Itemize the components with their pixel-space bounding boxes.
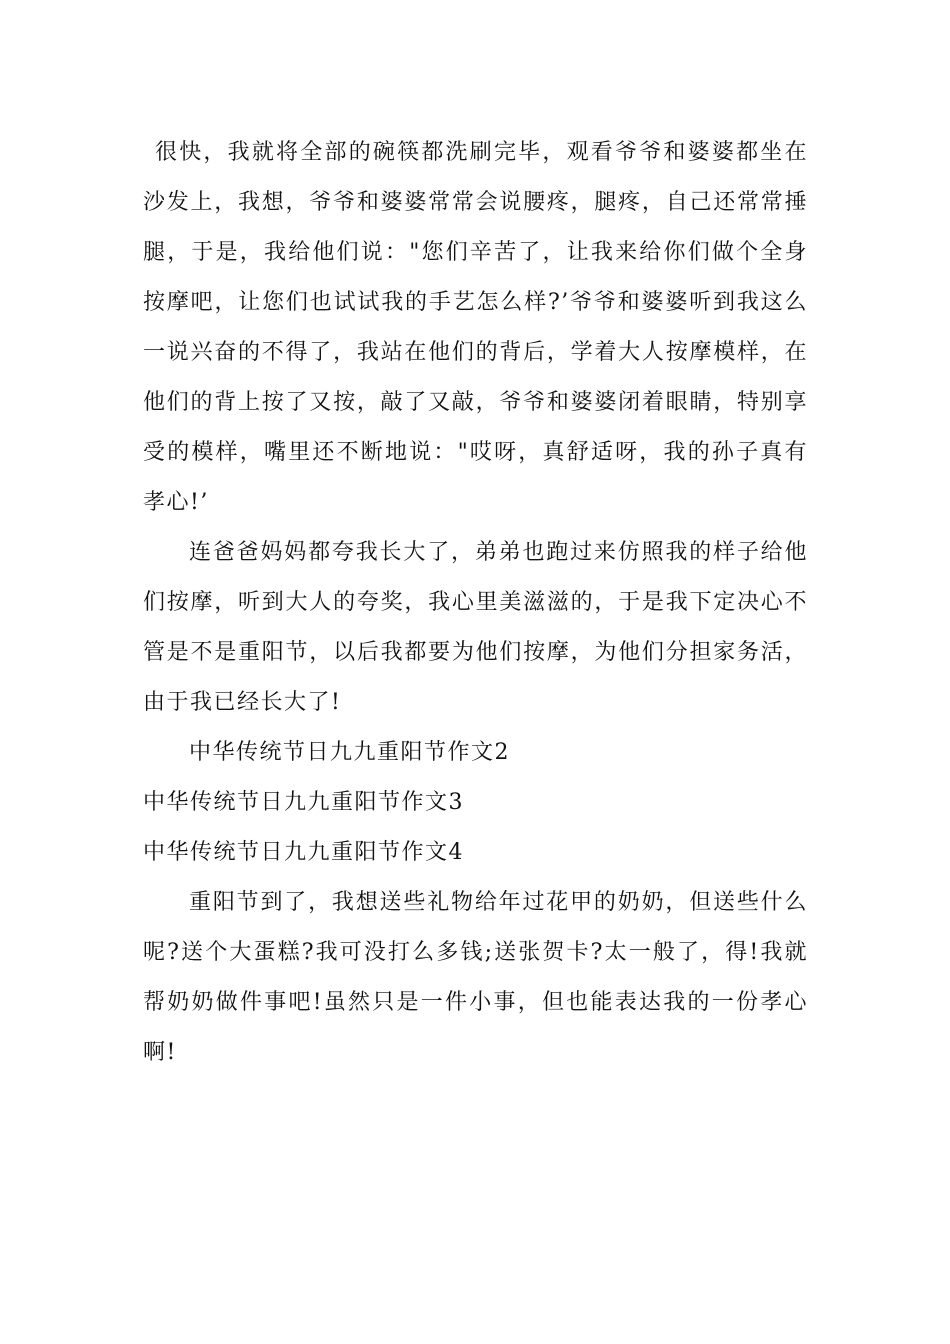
essay-heading-2: 中华传统节日九九重阳节作文2 <box>189 740 510 765</box>
essay-heading-3: 中华传统节日九九重阳节作文3 <box>143 790 464 815</box>
paragraph-massage-story: 很快，我就将全部的碗筷都洗刷完毕，观看爷爷和婆婆都坐在沙发上，我想，爷爷和婆婆常常会说腰疼，腿疼，自己还常常捶腿，于是，我给他们说："您们辛苦了，让我来给你们做个全身按摩吧，让您们也试试我的手艺怎么样?’爷爷和婆婆听到我这么一说兴奋的不得了，我站在他们的背后，学着大人按摩模样，在他们的背上按了又按，敲了又敲，爷爷和婆婆闭着眼睛，特别享受的模样，嘴里还不断地说："哎呀，真舒适呀，我的孙子真有孝心!’ <box>143 140 808 515</box>
paragraph-praise: 连爸爸妈妈都夸我长大了，弟弟也跑过来仿照我的样子给他们按摩，听到大人的夸奖，我心里美滋滋的，于是我下定决心不管是不是重阳节，以后我都要为他们按摩，为他们分担家务活，由于我已经长大了! <box>143 540 808 715</box>
document-body <box>143 128 808 1078</box>
essay-heading-4: 中华传统节日九九重阳节作文4 <box>143 840 464 865</box>
paragraph-gift: 重阳节到了，我想送些礼物给年过花甲的奶奶，但送些什么呢?送个大蛋糕?我可没打么多钱;送张贺卡?太一般了，得!我就帮奶奶做件事吧!虽然只是一件小事，但也能表达我的一份孝心啊! <box>143 890 808 1065</box>
